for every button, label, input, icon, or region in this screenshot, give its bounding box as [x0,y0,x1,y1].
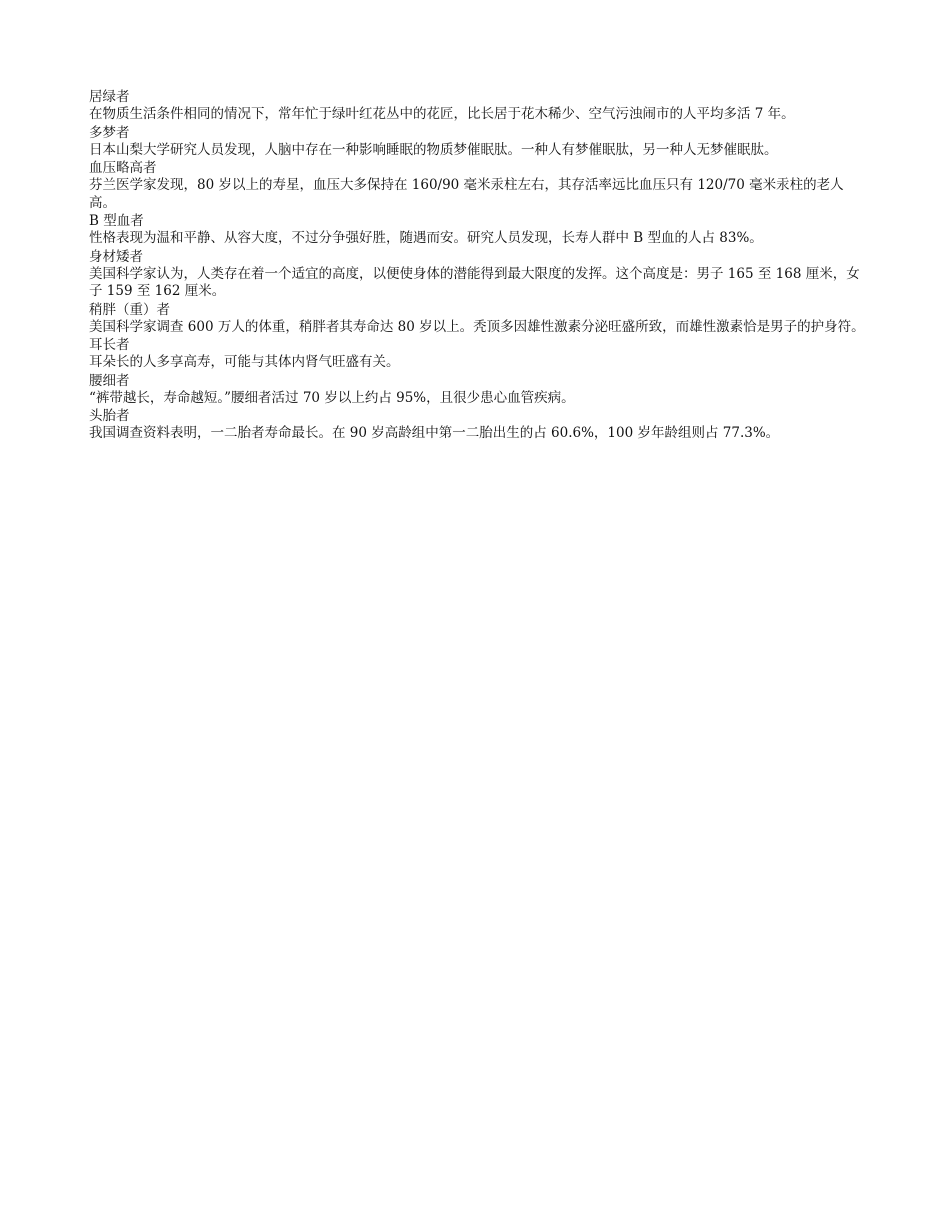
section-text: “裤带越长，寿命越短。”腰细者活过 70 岁以上约占 95%，且很少患心血管疾病。 [89,389,575,406]
section-long-ears [89,336,865,372]
section-text: 芬兰医学家发现，80 岁以上的寿星，血压大多保持在 160/90 毫米汞柱左右，其存活率远比血压只有 120/70 毫米汞柱的老人高。 [89,177,844,211]
section-text: 美国科学家调查 600 万人的体重，稍胖者其寿命达 80 岁以上。秃顶多因雄性激素分泌旺盛所致，而雄性激素恰是男子的护身符。 [89,318,865,335]
section-heading: 腰细者 [89,372,130,389]
section-firstborn [89,407,865,443]
section-text: 日本山梨大学研究人员发现，人脑中存在一种影响睡眠的物质梦催眠肽。一种人有梦催眠肽，另一种人无梦催眠肽。 [89,141,778,158]
section-slightly-heavy [89,301,865,337]
section-heading: 多梦者 [89,124,130,141]
section-green-living [89,88,865,124]
section-high-blood-pressure [89,159,865,212]
section-heading: B 型血者 [89,213,144,229]
section-text: 在物质生活条件相同的情况下，常年忙于绿叶红花丛中的花匠，比长居于花木稀少、空气污浊闹市的人平均多活 7 年。 [89,106,795,122]
section-heading: 身材矮者 [89,248,143,265]
section-heading: 血压略高者 [89,160,157,176]
document-page [89,88,865,443]
section-short-stature [89,248,865,301]
section-dreamers [89,124,865,160]
section-heading: 耳长者 [89,337,130,353]
section-blood-type-b [89,212,865,248]
section-slim-waist [89,372,865,408]
section-heading: 稍胖（重）者 [89,301,170,318]
section-text: 性格表现为温和平静、从容大度，不过分争强好胜，随遇而安。研究人员发现，长寿人群中 B 型血的人占 83%。 [89,230,763,246]
section-heading: 头胎者 [89,408,130,424]
section-text: 耳朵长的人多享高寿，可能与其体内肾气旺盛有关。 [89,354,400,370]
section-text: 我国调查资料表明，一二胎者寿命最长。在 90 岁高龄组中第一二胎出生的占 60.6%，100 岁年龄组则占 77.3%。 [89,425,780,441]
section-heading: 居绿者 [89,89,130,105]
section-text: 美国科学家认为，人类存在着一个适宜的高度，以便使身体的潜能得到最大限度的发挥。这个高度是：男子 165 至 168 厘米，女子 159 至 162 厘米。 [89,265,860,299]
